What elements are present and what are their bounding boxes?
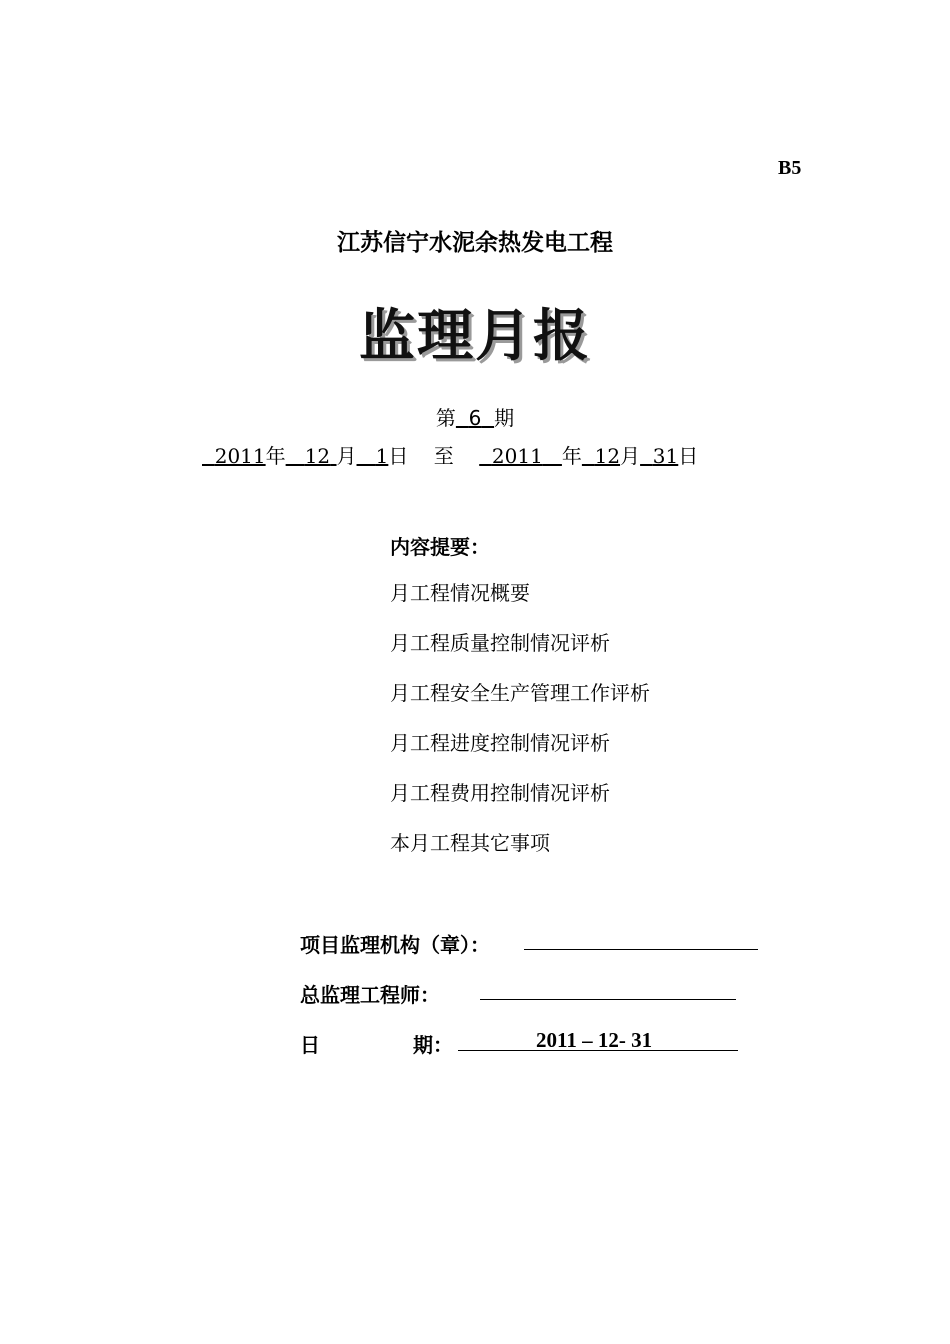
issue-number-line [0, 402, 950, 431]
list-item: 月工程质量控制情况评析 [390, 631, 610, 655]
chief-engineer-line [480, 999, 736, 1000]
date-label-2: 期： [413, 1033, 453, 1057]
issue-suffix: 期 [494, 406, 515, 430]
contents-list [390, 578, 650, 878]
list-item: 月工程进度控制情况评析 [390, 731, 610, 755]
list-item: 月工程安全生产管理工作评析 [390, 681, 650, 705]
form-code: B5 [778, 157, 802, 179]
issue-number: 6 [468, 406, 482, 430]
org-seal-line [524, 949, 758, 950]
start-month: 12 [304, 444, 331, 468]
chief-engineer-label: 总监理工程师： [300, 983, 440, 1007]
to-label: 至 [433, 444, 454, 468]
org-seal-label: 项目监理机构（章）： [300, 933, 490, 957]
contents-heading: 内容提要： [390, 535, 490, 559]
report-title: 监理月报 [359, 304, 591, 369]
issue-prefix: 第 [435, 406, 456, 430]
date-label-1: 日 [300, 1033, 320, 1057]
report-period: 2011年 12 月 1日 至 2011 年 12月 31日 [214, 444, 699, 468]
signature-date: 2011 – 12- 31 [536, 1028, 653, 1052]
start-year: 2011 [214, 444, 266, 468]
end-month: 12 [594, 444, 621, 468]
start-day: 1 [375, 444, 389, 468]
project-name: 江苏信宁水泥余热发电工程 [337, 229, 613, 256]
list-item: 本月工程其它事项 [390, 831, 550, 855]
end-day: 31 [652, 444, 679, 468]
end-year: 2011 [491, 444, 543, 468]
list-item: 月工程费用控制情况评析 [390, 781, 610, 805]
list-item: 月工程情况概要 [390, 581, 530, 605]
